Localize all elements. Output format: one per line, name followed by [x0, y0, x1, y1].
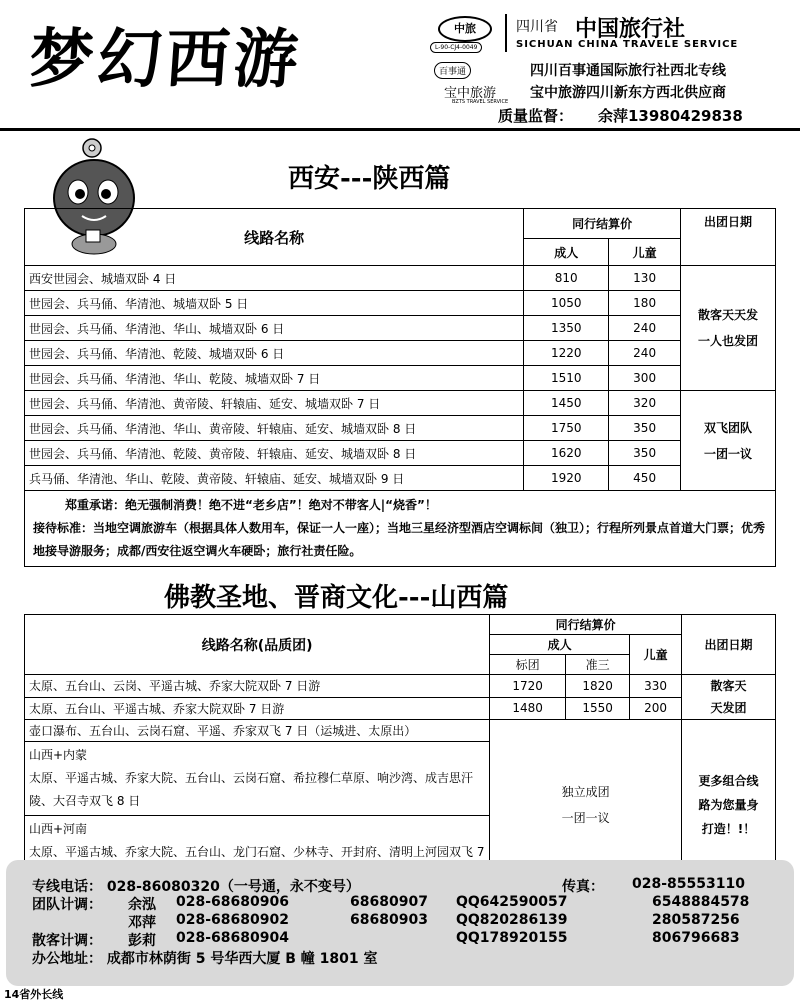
- date-a2: 一人也发团: [698, 334, 759, 348]
- route-name: 世园会、兵马俑、华清池、华山、城墙双卧 6 日: [25, 316, 524, 341]
- child-price: 300: [609, 366, 681, 391]
- bz-logo-en: BZTS TRAVEL SERVICE: [452, 99, 509, 105]
- child-price: 180: [609, 291, 681, 316]
- bz-logo-icon: 宝中旅游: [444, 86, 497, 101]
- adult-price: 1920: [524, 466, 609, 491]
- col-date-header: 出团日期: [682, 615, 776, 675]
- retail-line: [32, 930, 782, 950]
- p1-qq: QQ642590057: [456, 894, 568, 910]
- office-line: [32, 948, 378, 968]
- route-name: 太原、五台山、云岗、平遥古城、乔家大院双卧 7 日游: [25, 675, 490, 698]
- child-price: 240: [609, 316, 681, 341]
- route-name: 壶口瀑布、五台山、云岗石窟、平遥、乔家双飞 7 日（运城进、太原出）: [25, 720, 490, 742]
- route-name: 世园会、兵马俑、华清池、乾陵、城墙双卧 6 日: [25, 341, 524, 366]
- col-adult-header: 成人: [524, 239, 609, 266]
- date-cell-a: [681, 266, 776, 391]
- table-row: [25, 441, 776, 466]
- route-name: 世园会、兵马俑、华清池、华山、黄帝陵、轩辕庙、延安、城墙双卧 8 日: [25, 416, 524, 441]
- table-row: [25, 416, 776, 441]
- col-child-header: 儿童: [630, 635, 682, 675]
- col-date-header: 出团日期: [681, 209, 776, 266]
- date-cell-a: [682, 675, 776, 720]
- col-adult-header: 成人: [490, 635, 630, 655]
- table-row: [25, 316, 776, 341]
- table-row: [25, 466, 776, 491]
- table-row: [25, 720, 776, 742]
- child-price: 130: [609, 266, 681, 291]
- more1: 更多组合线: [698, 773, 759, 788]
- section2-title: 佛教圣地、晋商文化---山西篇: [164, 583, 509, 613]
- fax-value: 028-85553110: [632, 876, 745, 892]
- retail-label: 散客计调：: [32, 933, 102, 949]
- hotline-label: 专线电话：: [32, 879, 102, 895]
- col-child-header: 儿童: [609, 239, 681, 266]
- p3-tel: 028-68680904: [176, 930, 289, 946]
- p1-name: 余泓: [128, 897, 156, 913]
- std-price: 1480: [490, 697, 566, 720]
- supervisor-value: 余萍13980429838: [598, 107, 743, 125]
- hotline-line: [32, 876, 745, 896]
- p1-qq2: 6548884578: [652, 894, 750, 910]
- table-row: [25, 697, 776, 720]
- team-line-1: [32, 894, 782, 914]
- license-badge: L-90-CJ4-0049: [430, 42, 482, 53]
- adult-price: 1510: [524, 366, 609, 391]
- route-name: 兵马俑、华清池、华山、乾陵、黄帝陵、轩辕庙、延安、城墙双卧 9 日: [25, 466, 524, 491]
- section1-table: [24, 208, 776, 567]
- logo-title: 梦幻西游: [26, 22, 305, 97]
- adult-price: 810: [524, 266, 609, 291]
- p2-name: 邓萍: [128, 915, 156, 931]
- route-name: 太原、五台山、平遥古城、乔家大院双卧 7 日游: [25, 697, 490, 720]
- table-row: [25, 291, 776, 316]
- promise-text: 郑重承诺：绝无强制消费！绝不进“老乡店”！绝对不带客人|“烧香”！: [65, 498, 437, 512]
- fax-label: 传真：: [562, 879, 604, 895]
- quasi-price: 1550: [566, 697, 630, 720]
- col-price-header: 同行结算价: [490, 615, 682, 635]
- route-head: 山西+内蒙: [29, 748, 88, 762]
- office-label: 办公地址：: [32, 951, 102, 967]
- route-name: 西安世园会、城墙双卧 4 日: [25, 266, 524, 291]
- route-head: 山西+河南: [29, 822, 88, 836]
- child-price: 330: [630, 675, 682, 698]
- contact-footer: [6, 860, 794, 986]
- more2: 路为您量身: [698, 797, 759, 812]
- table-row: [25, 391, 776, 416]
- adult-price: 1750: [524, 416, 609, 441]
- indep2: 一团一议: [561, 810, 610, 825]
- p2-qq: QQ820286139: [456, 912, 568, 928]
- std-price: 1720: [490, 675, 566, 698]
- supervisor-label: 质量监督：: [498, 107, 574, 125]
- adult-price: 1450: [524, 391, 609, 416]
- standard-text: 接待标准：当地空调旅游车（根据具体人数用车，保证一人一座）；当地三星经济型酒店空调标间（独卫）；行程所列景点首道大门票；优秀地接导游服务；成都/西安往返空调火车硬卧；旅行社责任险。: [33, 521, 766, 558]
- agency-text: 中国旅行社: [575, 16, 686, 42]
- section2-table: [24, 614, 776, 890]
- p3-name: 彭莉: [128, 933, 156, 949]
- table-row: [25, 675, 776, 698]
- quasi-price: 1820: [566, 675, 630, 698]
- bst-logo-icon: 百事通: [434, 62, 471, 79]
- col-quasi-header: 准三: [566, 655, 630, 675]
- page-label: 14省外长线: [4, 988, 64, 1001]
- p3-qq: QQ178920155: [456, 930, 568, 946]
- child-price: 450: [609, 466, 681, 491]
- section1-title: 西安---陕西篇: [288, 164, 451, 194]
- date-a1: 散客天天发: [698, 308, 759, 322]
- col-std-header: 标团: [490, 655, 566, 675]
- province-text: 四川省: [516, 19, 558, 35]
- table-row: [25, 366, 776, 391]
- hotline-value: 028-86080320（一号通，永不变号）: [106, 879, 360, 895]
- indep1: 独立成团: [561, 784, 610, 799]
- table-row: [25, 266, 776, 291]
- col-name-header: 线路名称: [25, 209, 524, 266]
- date-b2: 一团一议: [704, 446, 753, 461]
- agency-en-text: SICHUAN CHINA TRAVELE SERVICE: [516, 39, 739, 50]
- p2-tel2: 68680903: [350, 912, 428, 928]
- p2-tel: 028-68680902: [176, 912, 289, 928]
- cits-logo-icon: 中旅: [438, 16, 492, 42]
- date-cell-b: [681, 391, 776, 491]
- page-header: [0, 0, 800, 131]
- date-a1: 散客天: [710, 679, 747, 693]
- adult-price: 1350: [524, 316, 609, 341]
- child-price: 350: [609, 441, 681, 466]
- route-name: 世园会、兵马俑、华清池、华山、乾陵、城墙双卧 7 日: [25, 366, 524, 391]
- p1-tel2: 68680907: [350, 894, 428, 910]
- table-row: [25, 341, 776, 366]
- date-b1: 双飞团队: [704, 420, 753, 435]
- adult-price: 1620: [524, 441, 609, 466]
- p3-qq2: 806796683: [652, 930, 740, 946]
- adult-price: 1220: [524, 341, 609, 366]
- child-price: 350: [609, 416, 681, 441]
- adult-price: 1050: [524, 291, 609, 316]
- route-name: 世园会、兵马俑、华清池、黄帝陵、轩辕庙、延安、城墙双卧 7 日: [25, 391, 524, 416]
- col-price-header: 同行结算价: [524, 209, 681, 239]
- more3: 打造！!！: [701, 821, 756, 836]
- date-a2: 天发团: [710, 701, 747, 715]
- child-price: 240: [609, 341, 681, 366]
- notes-row: [25, 491, 776, 567]
- route-name: 太原、平遥古城、乔家大院、五台山、龙门石窟、少林寺、开封府、清明上河园双飞 7: [29, 845, 485, 859]
- p2-qq2: 280587256: [652, 912, 740, 928]
- route-name: 太原、平遥古城、乔家大院、五台山、云岗石窟、希拉穆仁草原、响沙湾、成吉思汗陵、大召寺双飞 8 日: [29, 771, 474, 808]
- route-name: 世园会、兵马俑、华清池、乾陵、黄帝陵、轩辕庙、延安、城墙双卧 8 日: [25, 441, 524, 466]
- office-value: 成都市林荫街 5 号华西大厦 B 幢 1801 室: [106, 951, 378, 967]
- col-name-header: 线路名称(品质团): [25, 615, 490, 675]
- child-price: 200: [630, 697, 682, 720]
- p1-tel: 028-68680906: [176, 894, 289, 910]
- line2-text: 四川百事通国际旅行社西北专线: [530, 63, 726, 79]
- header-divider: [505, 14, 507, 52]
- child-price: 320: [609, 391, 681, 416]
- line3-text: 宝中旅游四川新东方西北供应商: [530, 85, 726, 101]
- team-label: 团队计调：: [32, 897, 102, 913]
- route-name: 世园会、兵马俑、华清池、城墙双卧 5 日: [25, 291, 524, 316]
